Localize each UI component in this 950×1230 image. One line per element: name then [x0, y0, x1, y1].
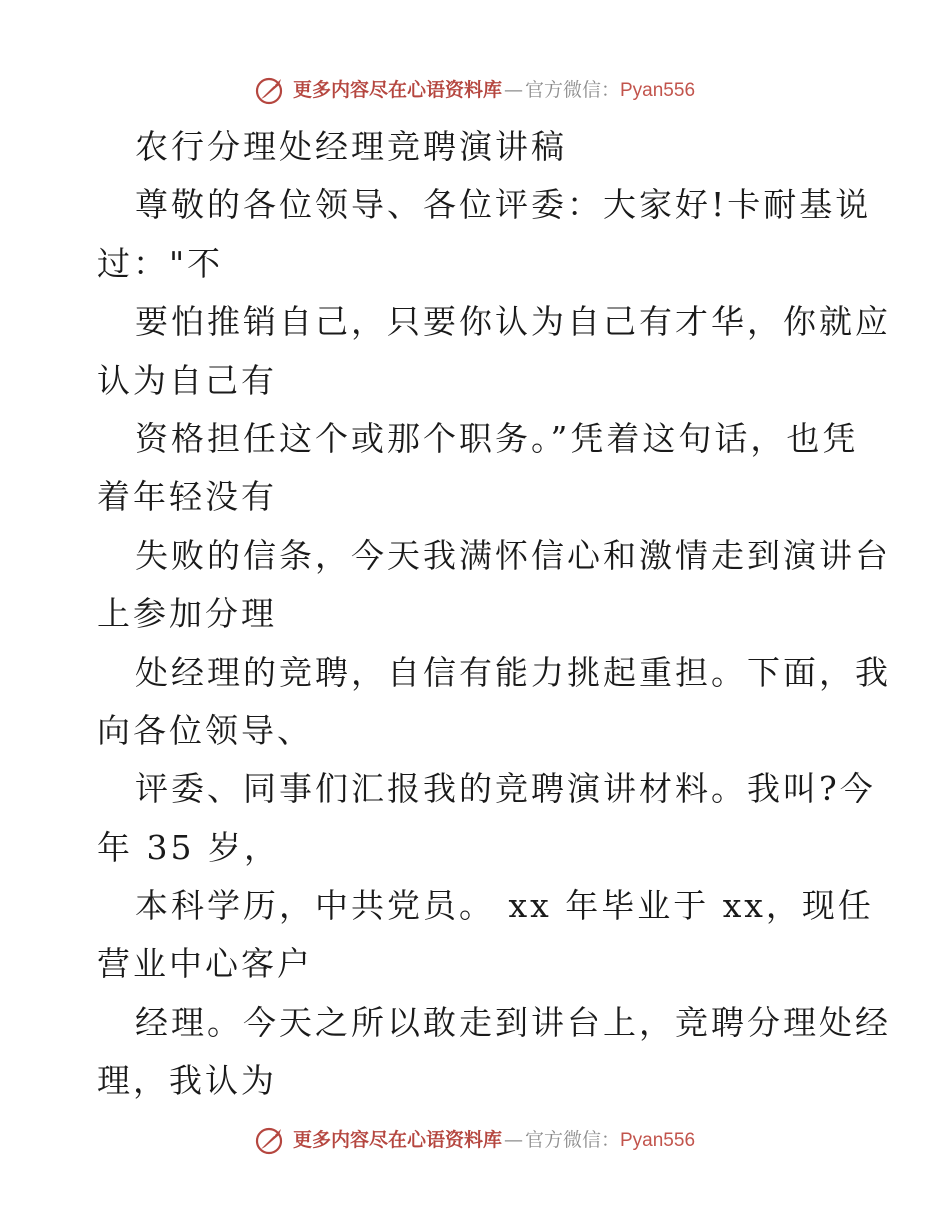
banner-dash: — — [503, 1128, 523, 1151]
header-banner-text — [292, 78, 696, 101]
banner-sub: 官方微信： — [524, 78, 620, 101]
text-line: 处经理的竞聘，自信有能力挑起重担。下面，我 — [135, 652, 891, 692]
banner-wechat-id: Pyan556 — [620, 1129, 696, 1151]
document-title: 农行分理处经理竞聘演讲稿 — [135, 127, 567, 166]
text-line: 着年轻没有 — [97, 477, 277, 517]
text-line: 经理。今天之所以敢走到讲台上，竞聘分理处经 — [135, 1002, 891, 1042]
text-line: 过："不 — [97, 243, 224, 283]
document-body — [97, 118, 891, 1111]
text-line: 年 35 岁， — [97, 827, 280, 867]
footer-banner-text — [292, 1128, 696, 1151]
text-line: 向各位领导、 — [97, 710, 313, 750]
text-line: 评委、同事们汇报我的竞聘演讲材料。我叫?今 — [135, 769, 876, 809]
banner-dash: — — [503, 78, 523, 101]
banner-sub: 官方微信： — [524, 1128, 620, 1151]
text-line: 尊敬的各位领导、各位评委：大家好!卡耐基说 — [135, 185, 872, 225]
text-line: 营业中心客户 — [97, 944, 313, 984]
text-line: 资格担任这个或那个职务。”凭着这句话，也凭 — [135, 418, 859, 458]
text-line: 失败的信条，今天我满怀信心和激情走到演讲台 — [135, 535, 891, 575]
text-line: 理，我认为 — [97, 1061, 277, 1101]
text-line: 要怕推销自己，只要你认为自己有才华，你就应 — [135, 302, 891, 342]
text-line: 本科学历，中共党员。 xx 年毕业于 xx，现任 — [135, 886, 874, 926]
text-line: 认为自己有 — [97, 360, 277, 400]
pen-logo-icon — [255, 75, 285, 105]
banner-wechat-id: Pyan556 — [620, 79, 696, 101]
text-line: 上参加分理 — [97, 594, 277, 634]
banner-highlight: 更多内容尽在心语资料库 — [292, 1128, 502, 1151]
pen-logo-icon — [255, 1125, 285, 1155]
banner-highlight: 更多内容尽在心语资料库 — [292, 78, 502, 101]
header-banner — [0, 70, 950, 110]
footer-banner — [0, 1120, 950, 1160]
